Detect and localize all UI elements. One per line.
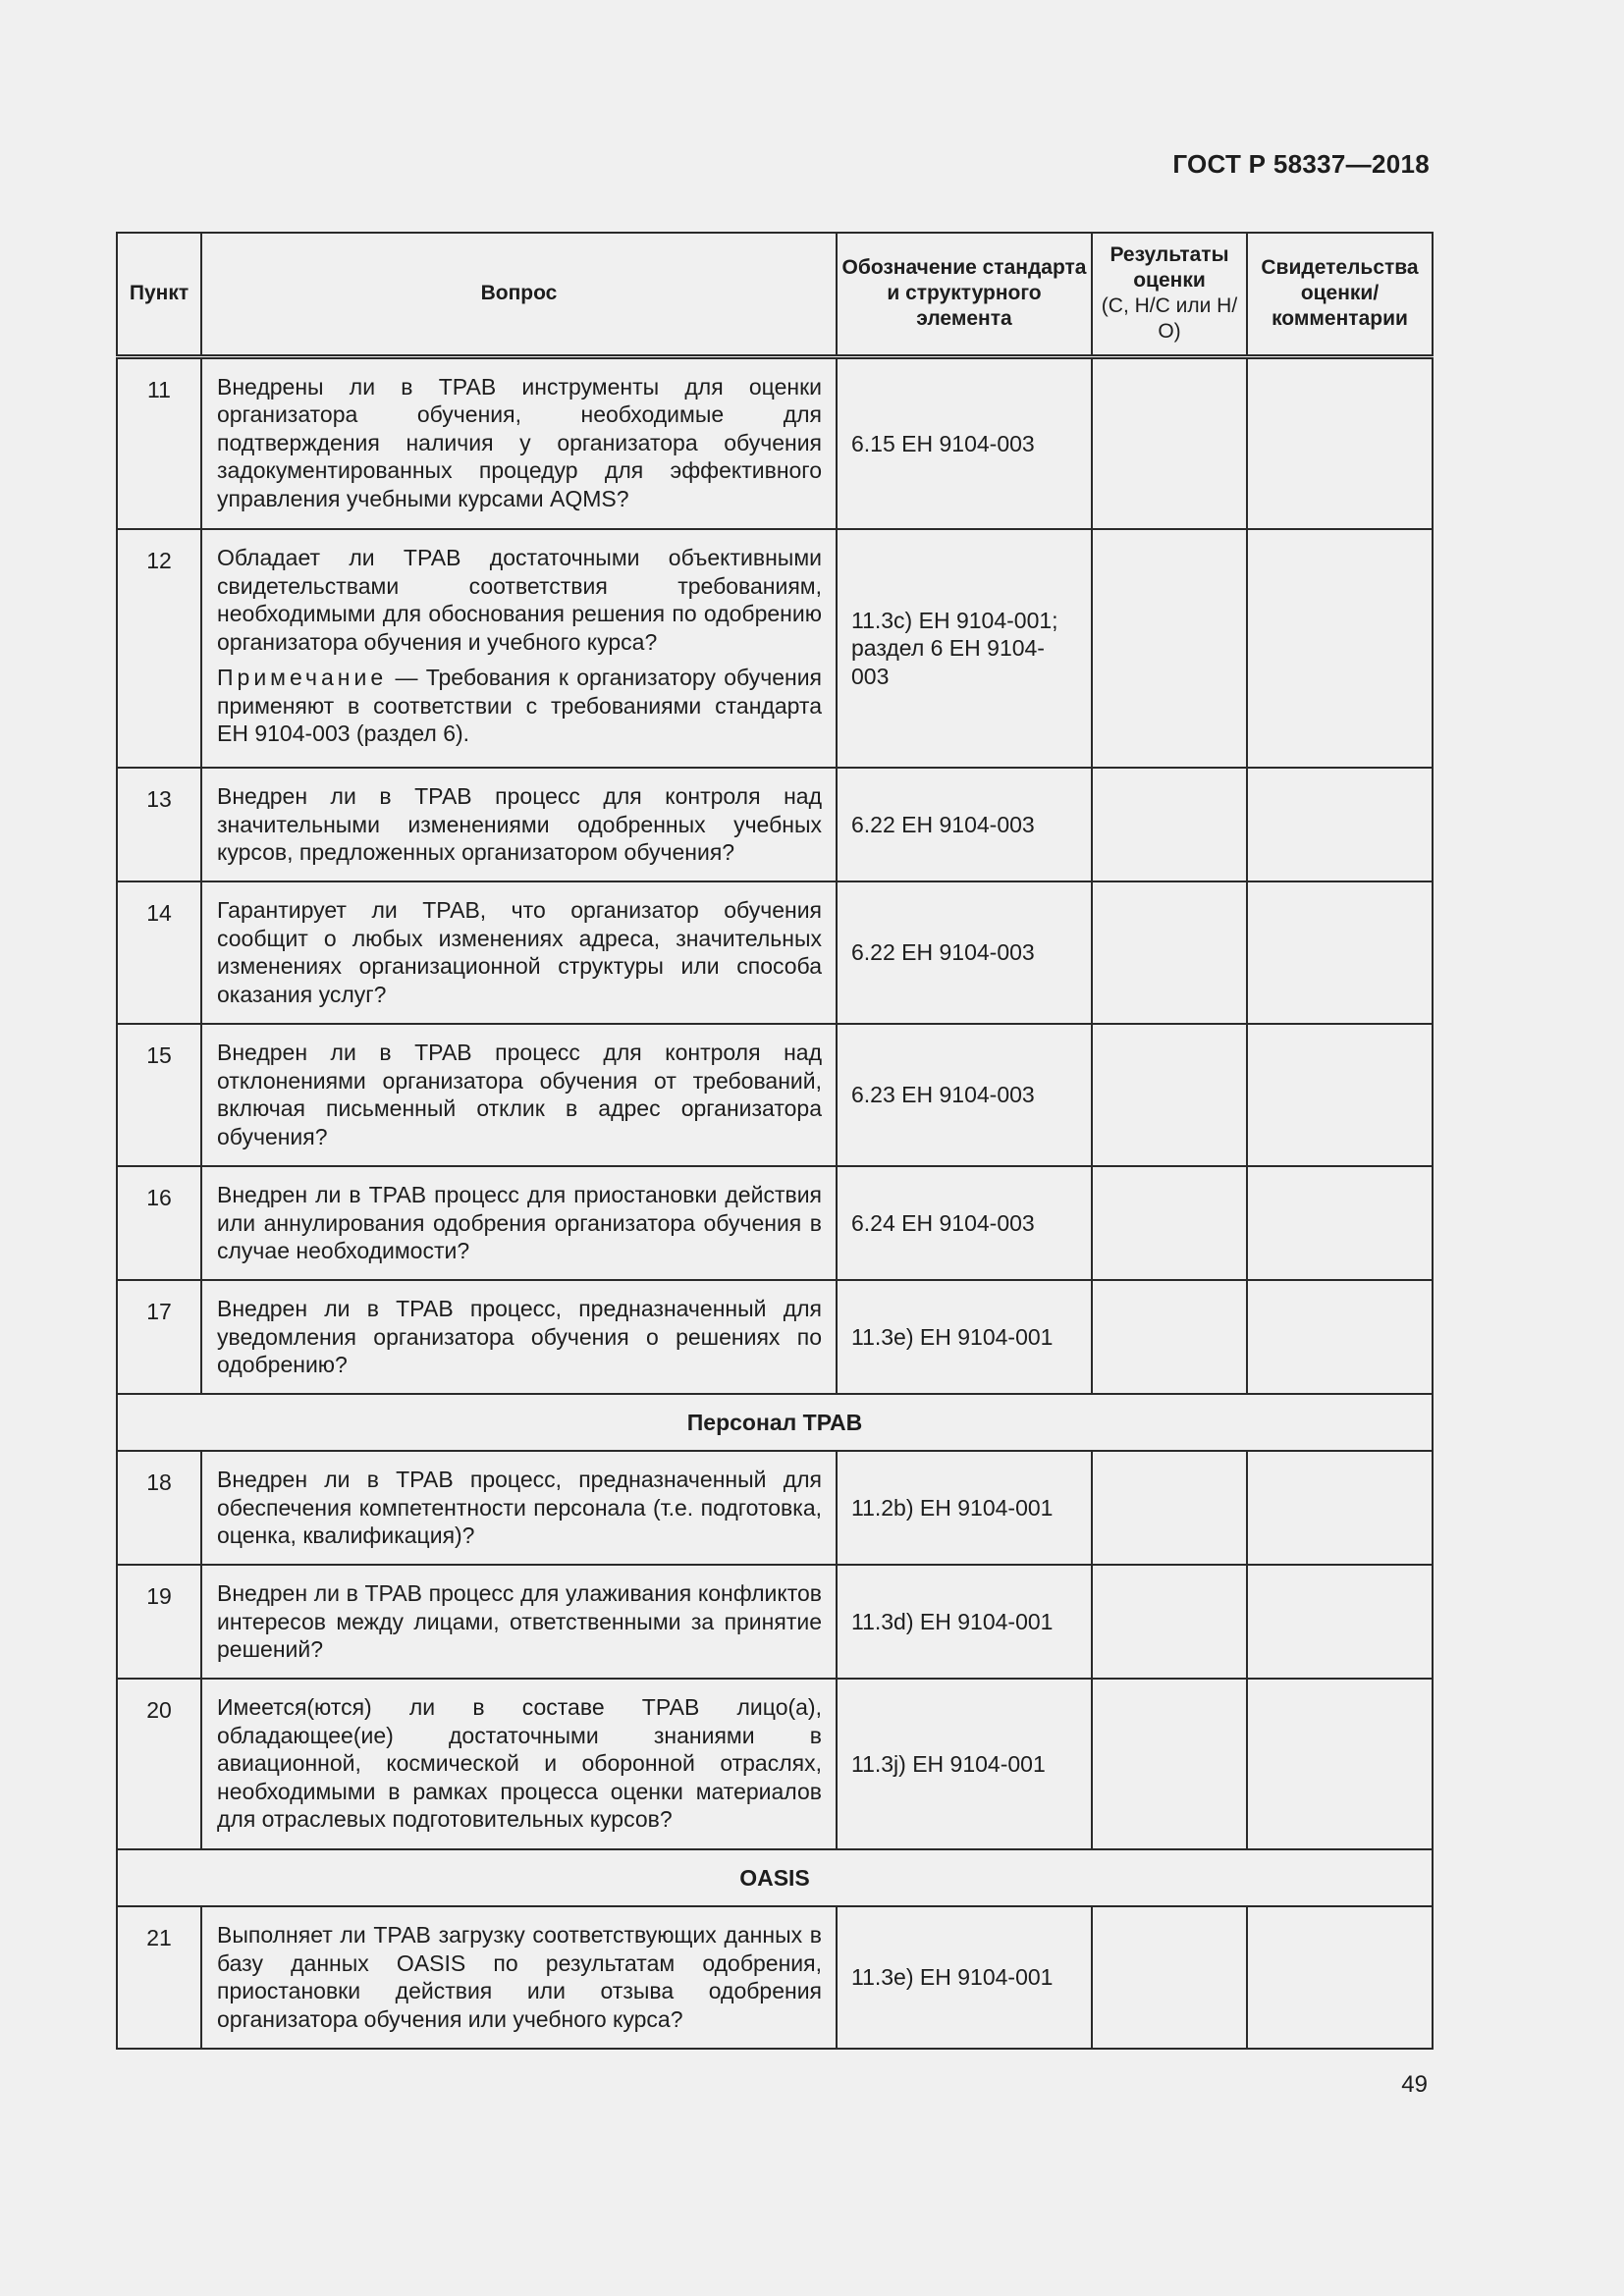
evidence-cell[interactable] (1247, 881, 1433, 1024)
results-cell[interactable] (1092, 356, 1247, 529)
results-cell[interactable] (1092, 1166, 1247, 1280)
section-row-personnel (117, 1394, 1433, 1451)
header-question: Вопрос (201, 233, 837, 356)
table-row (117, 1679, 1433, 1849)
evidence-cell[interactable] (1247, 1679, 1433, 1849)
standard-cell: 11.3e) ЕН 9104-001 (837, 1280, 1092, 1394)
note-paragraph (217, 664, 822, 748)
standard-cell: 11.3c) ЕН 9104-001; раздел 6 ЕН 9104-003 (837, 529, 1092, 768)
evidence-cell[interactable] (1247, 356, 1433, 529)
results-cell[interactable] (1092, 1024, 1247, 1166)
evidence-cell[interactable] (1247, 1280, 1433, 1394)
results-cell[interactable] (1092, 1565, 1247, 1679)
evidence-cell[interactable] (1247, 1451, 1433, 1565)
item-number: 20 (117, 1679, 201, 1849)
results-cell[interactable] (1092, 1679, 1247, 1849)
results-cell[interactable] (1092, 529, 1247, 768)
question-cell: Обладает ли ТРАВ достаточными объективными свидетельствами соответствия требованиям, необходимыми для обоснования решения по одобрению организатора обучения и учебного курса? Примечание — Требования к организатору обучения применяют в соответствии с требованиями стандарта ЕН 9104-003 (раздел 6). (201, 529, 837, 768)
note-label: Примечание (217, 665, 388, 690)
table-row (117, 356, 1433, 529)
standard-cell: 6.22 ЕН 9104-003 (837, 768, 1092, 881)
header-evidence: Свидетельства оценки/ комментарии (1247, 233, 1433, 356)
results-cell[interactable] (1092, 1906, 1247, 2049)
table-row (117, 1166, 1433, 1280)
item-number: 16 (117, 1166, 201, 1280)
evidence-cell[interactable] (1247, 768, 1433, 881)
table-row (117, 1024, 1433, 1166)
evidence-cell[interactable] (1247, 1565, 1433, 1679)
results-cell[interactable] (1092, 768, 1247, 881)
note-text: — Требования к организатору обучения применяют в соответствии с требованиями стандарта ЕН 9104-003 (раздел 6). (217, 665, 822, 746)
header-designation: Обозначение стандарта и структурного элемента (837, 233, 1092, 356)
item-number: 17 (117, 1280, 201, 1394)
standard-cell: 6.15 ЕН 9104-003 (837, 356, 1092, 529)
header-results (1092, 233, 1247, 356)
item-number: 19 (117, 1565, 201, 1679)
standard-cell: 6.23 ЕН 9104-003 (837, 1024, 1092, 1166)
item-number: 11 (117, 356, 201, 529)
item-number: 18 (117, 1451, 201, 1565)
results-cell[interactable] (1092, 1451, 1247, 1565)
header-item: Пункт (117, 233, 201, 356)
question-cell: Внедрен ли в ТРАВ процесс для приостановки действия или аннулирования одобрения организатора обучения в случае необходимости? (201, 1166, 837, 1280)
question-cell: Гарантирует ли ТРАВ, что организатор обучения сообщит о любых изменениях адреса, значительных изменениях организационной структуры или способа оказания услуг? (201, 881, 837, 1024)
standard-cell: 11.3e) ЕН 9104-001 (837, 1906, 1092, 2049)
item-number: 21 (117, 1906, 201, 2049)
document-standard-code: ГОСТ Р 58337—2018 (1172, 149, 1430, 179)
results-cell[interactable] (1092, 1280, 1247, 1394)
question-cell: Внедрен ли в ТРАВ процесс для контроля над отклонениями организатора обучения от требований, включая письменный отклик в адрес организатора обучения? (201, 1024, 837, 1166)
table-row (117, 1906, 1433, 2049)
question-cell: Внедрены ли в ТРАВ инструменты для оценки организатора обучения, необходимые для подтверждения наличия у организатора обучения задокументированных процедур для эффективного управления учебными курсами AQMS? (201, 356, 837, 529)
question-cell: Внедрен ли в ТРАВ процесс для контроля над значительными изменениями одобренных учебных курсов, предложенных организатором обучения? (201, 768, 837, 881)
standard-cell: 11.2b) ЕН 9104-001 (837, 1451, 1092, 1565)
question-cell: Внедрен ли в ТРАВ процесс, предназначенный для обеспечения компетентности персонала (т.е. подготовка, оценка, квалификация)? (201, 1451, 837, 1565)
question-cell: Внедрен ли в ТРАВ процесс, предназначенный для уведомления организатора обучения о решениях по одобрению? (201, 1280, 837, 1394)
item-number: 13 (117, 768, 201, 881)
item-number: 12 (117, 529, 201, 768)
table-row (117, 529, 1433, 768)
question-cell: Выполняет ли ТРАВ загрузку соответствующих данных в базу данных OASIS по результатам одобрения, приостановки действия или отзыва одобрения организатора обучения или учебного курса? (201, 1906, 837, 2049)
evidence-cell[interactable] (1247, 529, 1433, 768)
table-row (117, 1280, 1433, 1394)
table-row (117, 881, 1433, 1024)
table-row (117, 768, 1433, 881)
question-cell: Имеется(ются) ли в составе ТРАВ лицо(а), обладающее(ие) достаточными знаниями в авиационной, космической и оборонной отраслях, необходимыми в рамках процесса оценки материалов для отраслевых подготовительных курсов? (201, 1679, 837, 1849)
assessment-checklist-table (116, 232, 1434, 2050)
table-row (117, 1565, 1433, 1679)
evidence-cell[interactable] (1247, 1024, 1433, 1166)
section-row-oasis (117, 1849, 1433, 1906)
item-number: 14 (117, 881, 201, 1024)
page-number: 49 (1401, 2071, 1428, 2098)
section-title-personnel: Персонал ТРАВ (117, 1394, 1433, 1451)
header-results-title: Результаты оценки (1110, 243, 1229, 293)
evidence-cell[interactable] (1247, 1166, 1433, 1280)
standard-cell: 6.24 ЕН 9104-003 (837, 1166, 1092, 1280)
results-cell[interactable] (1092, 881, 1247, 1024)
item-number: 15 (117, 1024, 201, 1166)
table-row (117, 1451, 1433, 1565)
standard-cell: 11.3d) ЕН 9104-001 (837, 1565, 1092, 1679)
question-cell: Внедрен ли в ТРАВ процесс для улаживания конфликтов интересов между лицами, ответственными за принятие решений? (201, 1565, 837, 1679)
table-header-row (117, 233, 1433, 356)
header-results-sub: (С, Н/С или Н/О) (1101, 294, 1238, 344)
evidence-cell[interactable] (1247, 1906, 1433, 2049)
standard-cell: 6.22 ЕН 9104-003 (837, 881, 1092, 1024)
standard-cell: 11.3j) ЕН 9104-001 (837, 1679, 1092, 1849)
section-title-oasis: OASIS (117, 1849, 1433, 1906)
